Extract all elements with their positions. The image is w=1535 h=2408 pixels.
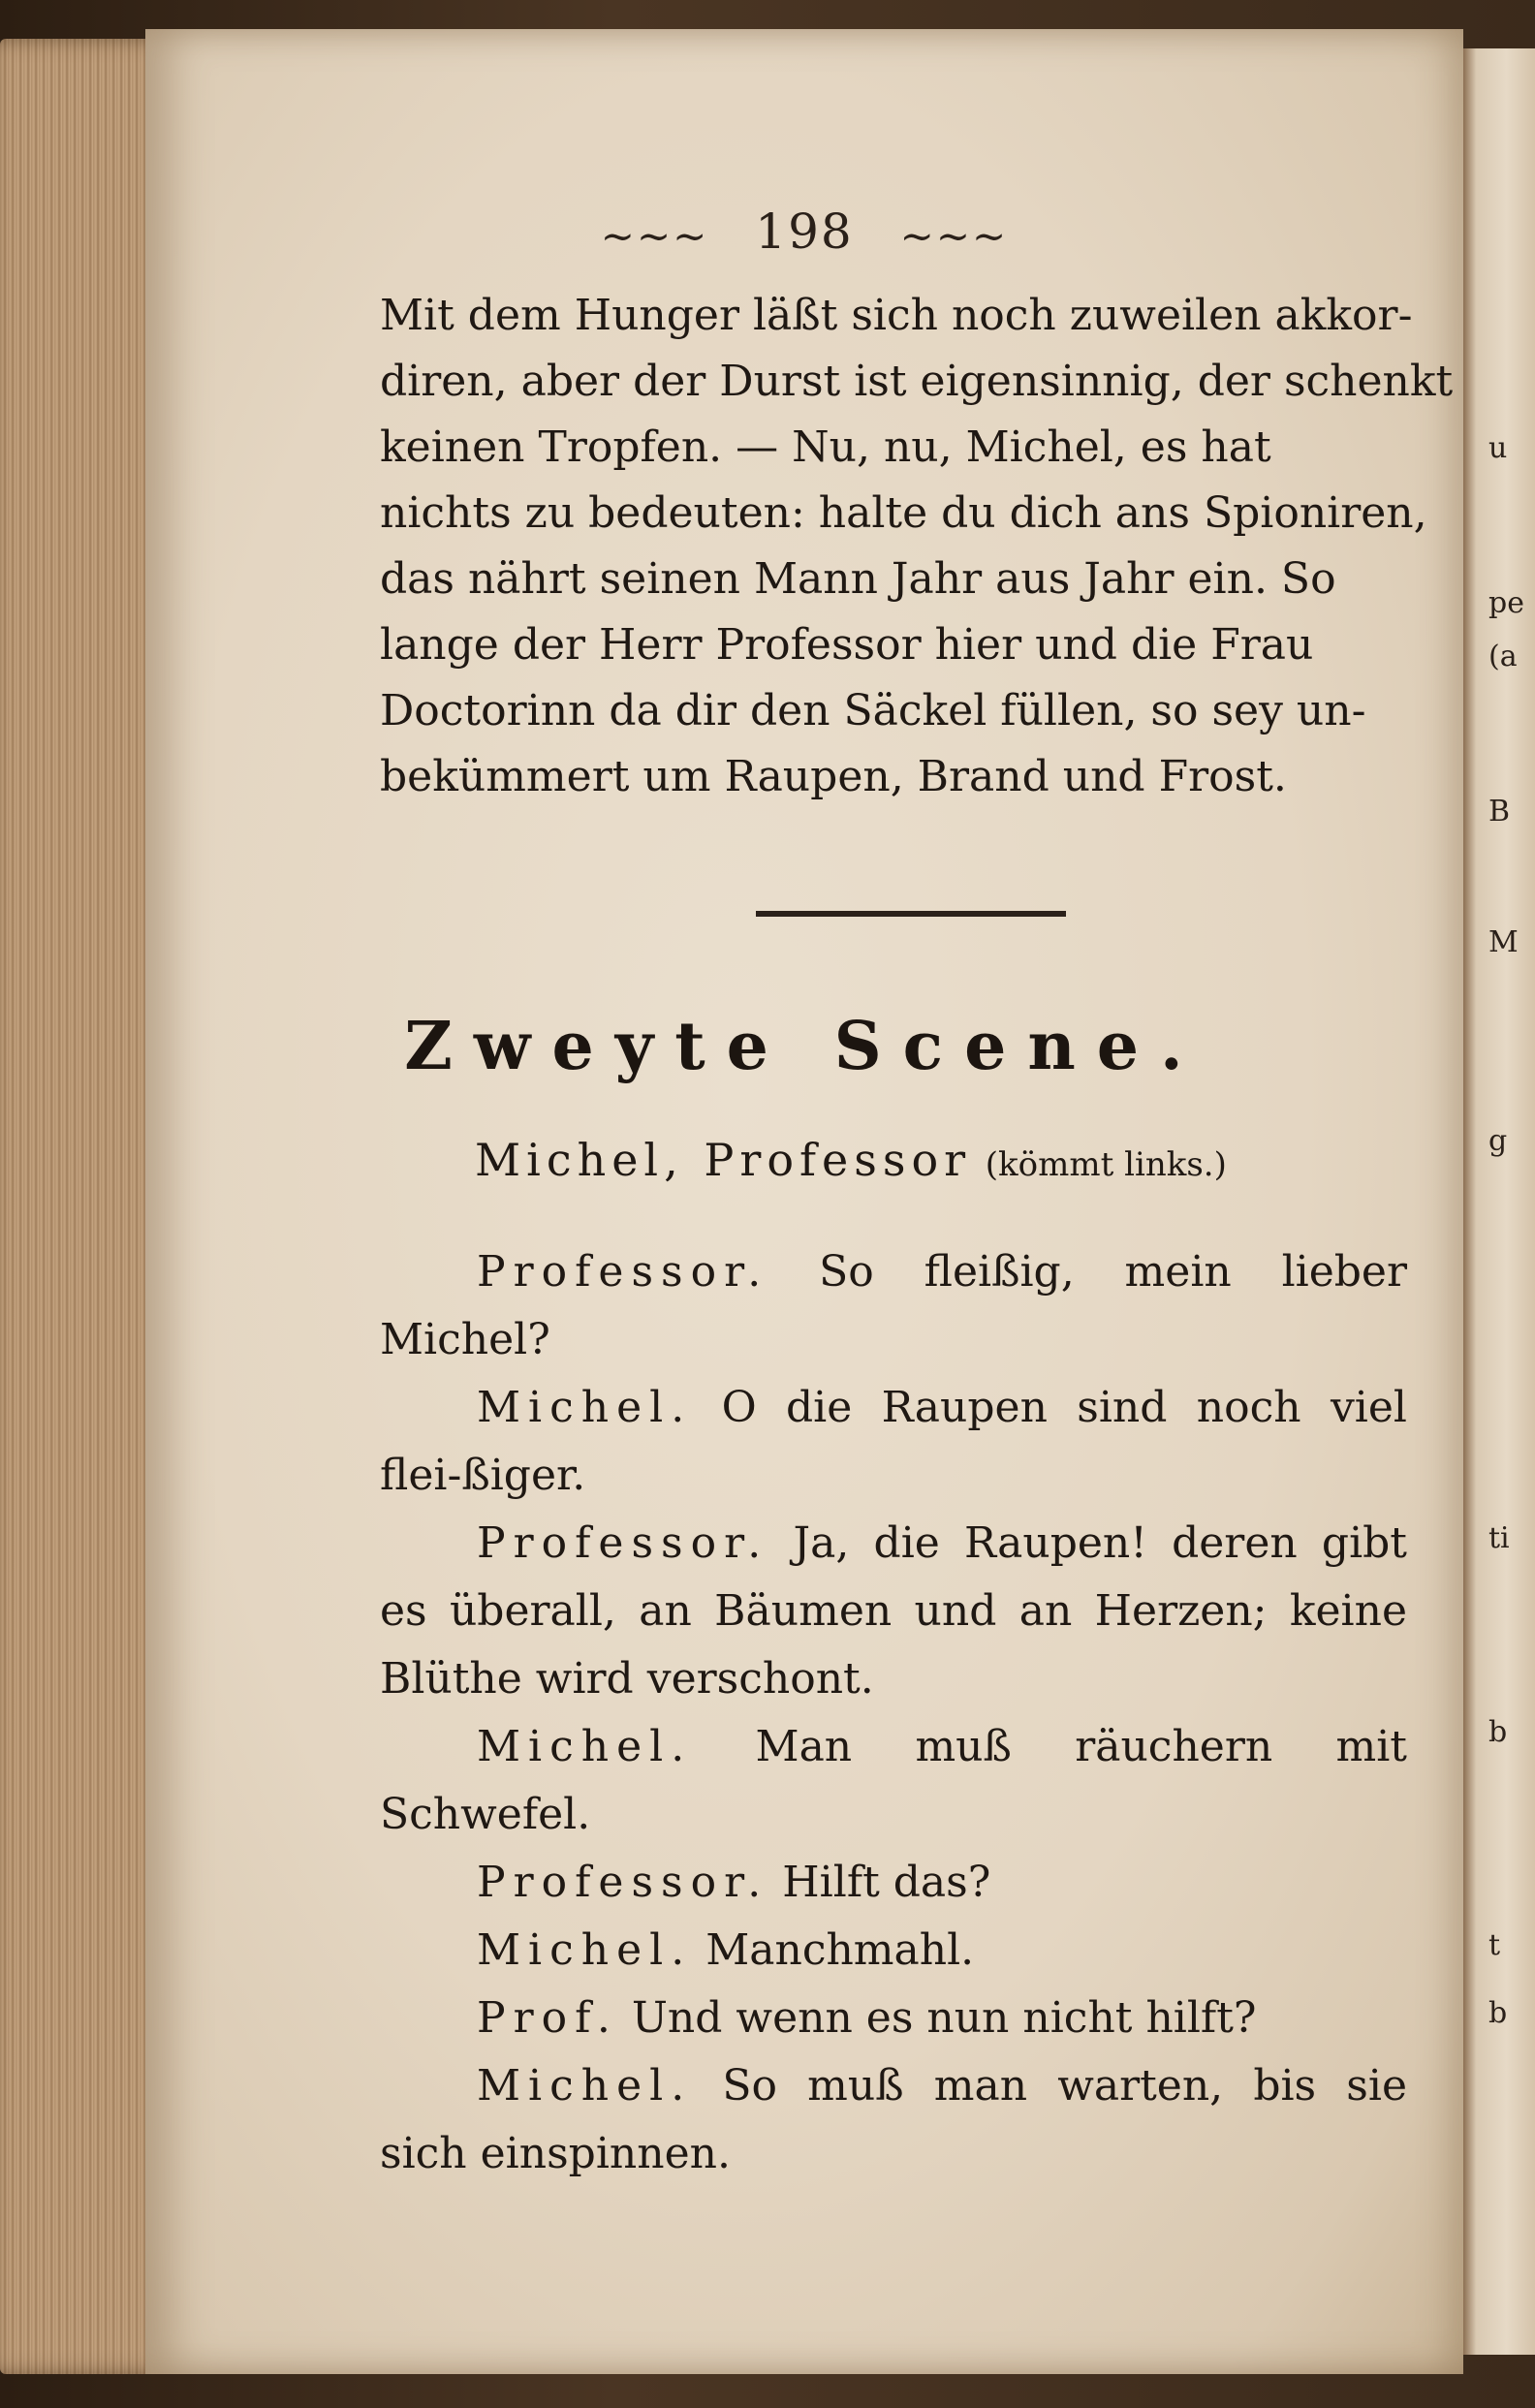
dialogue-line	[380, 1713, 1407, 1849]
speaker-name: Michel.	[477, 1722, 693, 1771]
dialogue-line	[380, 1985, 1407, 2052]
paragraph-line: diren, aber der Durst ist eigensinnig, der schenkt	[380, 357, 1454, 406]
section-divider	[756, 911, 1066, 917]
next-page-fragment: b	[1488, 1996, 1508, 2030]
next-page-fragment: ti	[1488, 1521, 1510, 1555]
dialogue-line	[380, 1374, 1407, 1510]
page-header	[145, 203, 1463, 260]
speaker-name: Professor.	[477, 1518, 769, 1568]
speech-text: Und wenn es nun nicht hilft?	[631, 1993, 1257, 2043]
paragraph-line: nichts zu bedeuten: halte du dich ans Spioniren,	[380, 488, 1427, 538]
speech-text: Ja, die Raupen! deren gibt es überall, an Bäumen und an Herzen; keine Blüthe wird verschont.	[380, 1518, 1407, 1704]
paragraph-line: das nährt seinen Mann Jahr aus Jahr ein. So	[380, 554, 1336, 604]
opening-paragraph	[380, 283, 1454, 810]
dialogue-line	[380, 2052, 1407, 2188]
speech-text: O die Raupen sind noch viel flei-ßiger.	[380, 1383, 1407, 1500]
next-page-fragment: u	[1488, 431, 1508, 465]
speaker-name: Michel.	[477, 2061, 693, 2111]
paragraph-line: keinen Tropfen. — Nu, nu, Michel, es hat	[380, 422, 1271, 472]
speech-text: So fleißig, mein lieber Michel?	[380, 1247, 1407, 1364]
next-page-fragment: M	[1488, 925, 1519, 959]
cast-names: Michel, Professor	[475, 1134, 972, 1186]
paragraph-line: bekümmert um Raupen, Brand und Frost.	[380, 752, 1287, 801]
paragraph-line: Doctorinn da dir den Säckel füllen, so sey un-	[380, 686, 1366, 735]
dialogue-line	[380, 1510, 1407, 1713]
page-number: 198	[755, 203, 854, 260]
scene-title: Zweyte Scene.	[404, 1008, 1205, 1085]
speaker-name: Michel.	[477, 1383, 693, 1432]
next-page-fragment: B	[1488, 795, 1511, 829]
cast-list	[475, 1134, 1227, 1186]
header-ornament-right: ~~~	[899, 211, 1009, 260]
dialogue-line	[380, 1917, 1407, 1985]
speaker-name: Professor.	[477, 1858, 769, 1907]
next-page-fragment: b	[1488, 1715, 1508, 1749]
dialogue-line	[380, 1238, 1407, 1374]
speaker-name: Michel.	[477, 1925, 693, 1975]
speaker-name: Prof.	[477, 1993, 618, 2043]
paragraph-line: Mit dem Hunger läßt sich noch zuweilen akkor-	[380, 291, 1413, 340]
dialogue	[380, 1238, 1407, 2188]
speaker-name: Professor.	[477, 1247, 769, 1297]
speech-text: So muß man warten, bis sie sich einspinnen.	[380, 2061, 1407, 2178]
speech-text: Manchmahl.	[705, 1925, 975, 1975]
next-page-fragment: (a	[1488, 640, 1518, 673]
speech-text: Hilft das?	[782, 1858, 991, 1907]
next-page-fragment: t	[1488, 1928, 1501, 1962]
dialogue-line	[380, 1849, 1407, 1917]
stage-direction: (kömmt links.)	[985, 1145, 1227, 1184]
paragraph-line: lange der Herr Professor hier und die Frau	[380, 620, 1314, 670]
speech-text: Man muß räuchern mit Schwefel.	[380, 1722, 1407, 1839]
next-page-fragment: pe	[1488, 586, 1524, 620]
next-page-fragment: g	[1488, 1124, 1508, 1158]
header-ornament-left: ~~~	[600, 211, 709, 260]
next-page-edge	[1463, 48, 1535, 2355]
